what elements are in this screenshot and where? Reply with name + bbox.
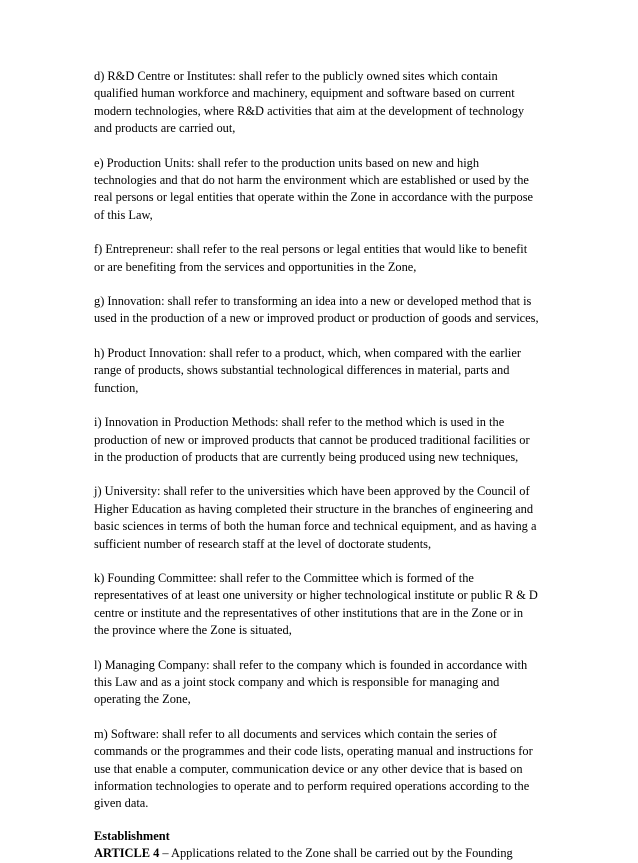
text-line: in the production of products that are currently being produced using new techniques,: [94, 449, 519, 464]
article-text: – Applications related to the Zone shall be carried out by the Founding: [159, 846, 513, 861]
article-label: ARTICLE 4: [94, 846, 160, 861]
text-line: used in the production of a new or improved product or production of goods and services,: [94, 311, 539, 326]
text-line: Higher Education as having completed their structure in the branches of engineering and: [94, 501, 534, 516]
definition-l: [94, 657, 550, 709]
text-line: d) R&D Centre or Institutes: shall refer to the publicly owned sites which contain: [94, 69, 498, 83]
document-page: [94, 68, 550, 863]
text-line: technologies and that do not harm the environment which are established or used by the: [94, 173, 529, 188]
text-line: of this Law,: [94, 207, 153, 222]
text-line: sufficient number of research staff at the level of doctorate students,: [94, 536, 432, 551]
text-line: commands or the programmes and their code lists, operating manual and instructions for: [94, 744, 533, 759]
text-line: operating the Zone,: [94, 692, 191, 707]
text-line: modern technologies, where R&D activities that aim at the development of technology: [94, 103, 525, 118]
definition-j: [94, 483, 550, 553]
text-line: h) Product Innovation: shall refer to a product, which, when compared with the earlier: [94, 345, 521, 360]
text-line: real persons or legal entities that operate within the Zone in accordance with the purpose: [94, 190, 534, 205]
text-line: j) University: shall refer to the universities which have been approved by the Council of: [94, 484, 530, 499]
definition-f: [94, 241, 550, 276]
text-line: range of products, shows substantial technological differences in material, parts and: [94, 363, 510, 378]
text-line: representatives of at least one university or higher technological institute or public R & D: [94, 588, 538, 603]
text-line: production of new or improved products that cannot be produced traditional facilities or: [94, 432, 530, 447]
text-line: information technologies to operate and to perform required operations according to the: [94, 779, 530, 793]
definition-k: [94, 570, 550, 640]
definition-h: [94, 345, 550, 397]
definition-d: [94, 68, 550, 138]
text-line: f) Entrepreneur: shall refer to the real persons or legal entities that would like to benefit: [94, 242, 528, 257]
text-line: e) Production Units: shall refer to the production units based on new and high: [94, 155, 480, 170]
text-line: use that enable a computer, communication device or any other device that is based on: [94, 761, 523, 776]
text-line: l) Managing Company: shall refer to the company which is founded in accordance with: [94, 657, 528, 672]
article-4-line: [94, 845, 550, 862]
text-line: i) Innovation in Production Methods: shall refer to the method which is used in the: [94, 415, 505, 430]
text-line: and products are carried out,: [94, 121, 236, 136]
definition-g: [94, 293, 550, 328]
definition-m: [94, 726, 550, 813]
definition-i: [94, 414, 550, 466]
text-line: this Law and as a joint stock company and which is responsible for managing and: [94, 674, 500, 689]
text-line: m) Software: shall refer to all documents and services which contain the series of: [94, 726, 497, 741]
text-line: g) Innovation: shall refer to transforming an idea into a new or developed method that is: [94, 294, 532, 309]
text-line: qualified human workforce and machinery, equipment and software based on current: [94, 86, 515, 101]
text-line: centre or institute and the representatives of other institutions that are in the Zone or in: [94, 605, 524, 620]
text-line: given data.: [94, 796, 149, 811]
text-line: or are benefiting from the services and opportunities in the Zone,: [94, 259, 417, 274]
establishment-section: [94, 828, 550, 863]
text-line: function,: [94, 380, 139, 395]
section-heading: Establishment: [94, 828, 170, 843]
text-line: basic sciences in terms of both the human force and technical equipment, and as having a: [94, 519, 537, 534]
text-line: the province where the Zone is situated,: [94, 623, 292, 638]
text-line: k) Founding Committee: shall refer to the Committee which is formed of the: [94, 570, 474, 585]
definition-e: [94, 155, 550, 225]
